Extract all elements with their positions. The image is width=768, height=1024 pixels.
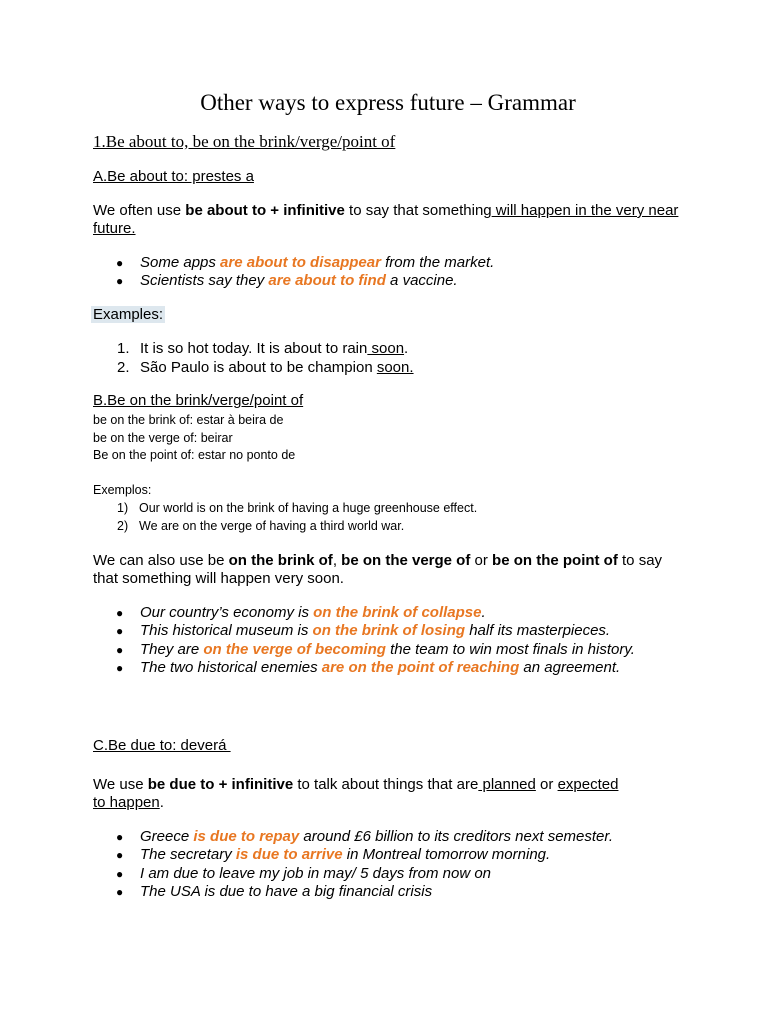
page-title: Other ways to express future – Grammar	[200, 90, 576, 115]
list-item: ● The secretary is due to arrive in Montreal tomorrow morning.	[116, 846, 551, 864]
examples-label: Examples:	[93, 306, 164, 323]
exemplos-list	[93, 499, 683, 535]
definition-line: be on the verge of: beirar	[93, 430, 233, 445]
bullet-list-b	[93, 604, 668, 677]
list-item: ● Our country’s economy is on the brink of collapse.	[116, 604, 486, 621]
list-item: 2) We are on the verge of having a third world war.	[117, 519, 405, 533]
list-item: ● I am due to leave my job in may/ 5 days from now on	[116, 864, 491, 882]
subheading-a: A.Be about to: prestes a	[93, 168, 254, 185]
list-item: 2. São Paulo is about to be champion soon.	[117, 358, 414, 376]
definitions-block	[93, 412, 295, 465]
intro-paragraph-c: We use be due to + infinitive to talk about things that are planned or expected to happen.	[93, 776, 619, 811]
list-item: ● Greece is due to repay around £6 billion to its creditors next semester.	[116, 828, 613, 845]
subheading-c: C.Be due to: deverá	[93, 737, 231, 754]
subheading-b: B.Be on the brink/verge/point of	[93, 392, 304, 409]
list-item: 1) Our world is on the brink of having a huge greenhouse effect.	[117, 501, 478, 515]
section-heading-1: 1.Be about to, be on the brink/verge/point of	[93, 132, 396, 151]
list-item: ● They are on the verge of becoming the team to win most finals in history.	[116, 640, 635, 658]
list-item: ● This historical museum is on the brink of losing half its masterpieces.	[116, 622, 611, 640]
definition-line: be on the brink of: estar à beira de	[93, 413, 284, 427]
list-item: ● The two historical enemies are on the point of reaching an agreement.	[116, 658, 621, 676]
bullet-list-c	[93, 828, 683, 901]
intro-paragraph-a: We often use be about to + infinitive to say that something will happen in the very near future.	[93, 202, 679, 237]
list-item: 1. It is so hot today. It is about to rain soon.	[117, 340, 409, 357]
examples-list	[93, 340, 683, 377]
list-item: ● Some apps are about to disappear from the market.	[116, 254, 495, 271]
bullet-list-a	[93, 254, 683, 291]
intro-paragraph-b: We can also use be on the brink of, be on the verge of or be on the point of to say that something will happen very soon.	[93, 552, 663, 587]
list-item: ● The USA is due to have a big financial crisis	[116, 882, 433, 900]
list-item: ● Scientists say they are about to find a vaccine.	[116, 272, 458, 290]
exemplos-label: Exemplos:	[93, 483, 152, 497]
definition-line: Be on the point of: estar no ponto de	[93, 448, 296, 462]
